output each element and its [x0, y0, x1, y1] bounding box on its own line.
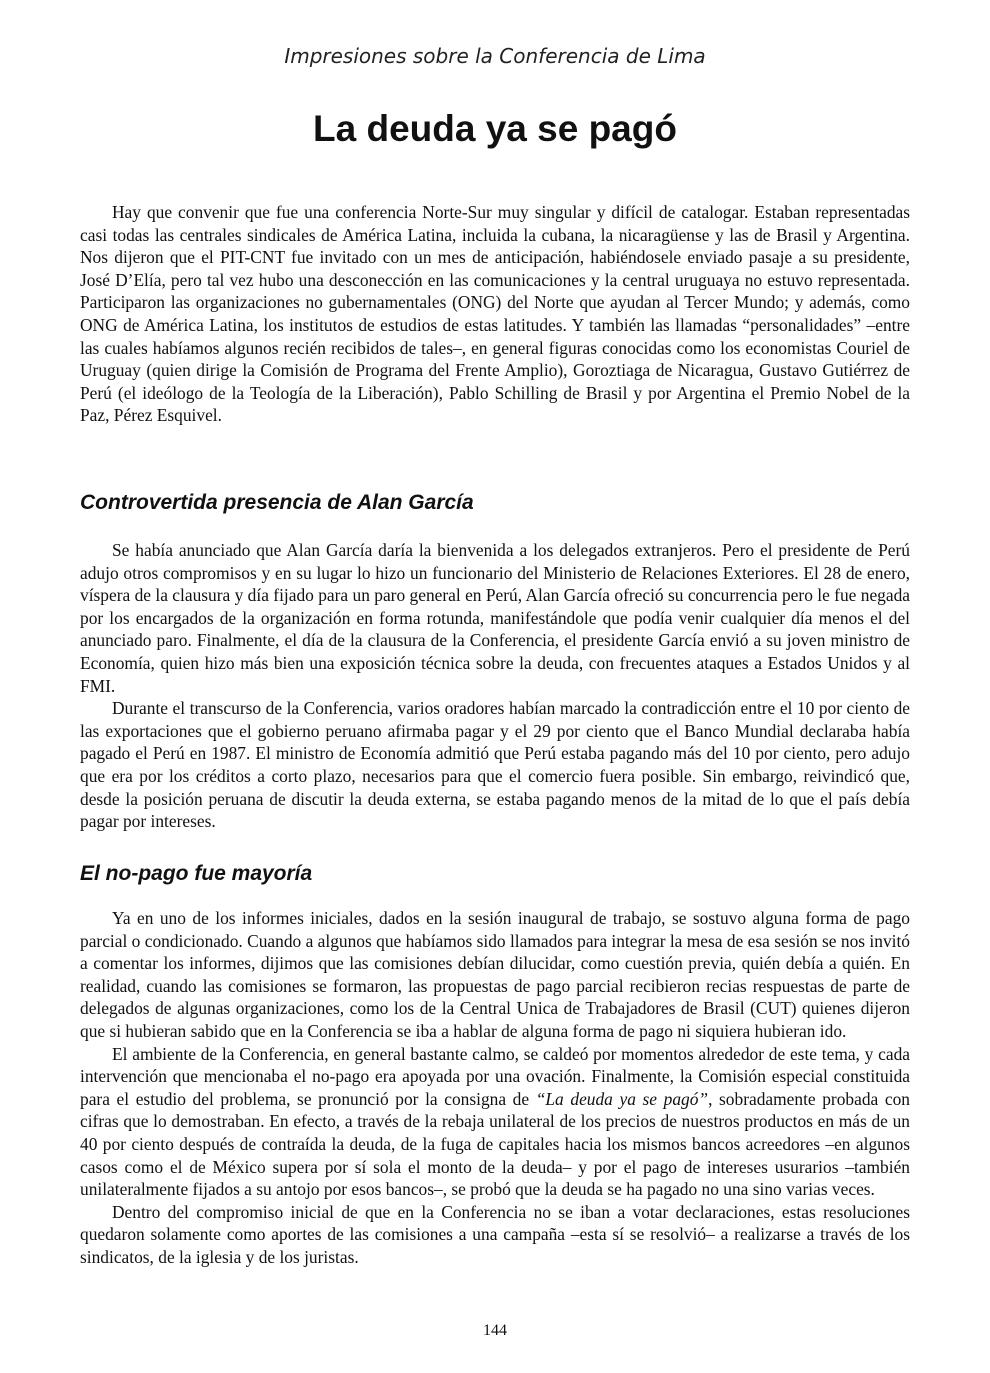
page-number: 144: [483, 1322, 507, 1339]
section-no-pago: [80, 907, 910, 1269]
intro-section: [80, 201, 910, 427]
paragraph: Durante el transcurso de la Conferencia, varios oradores habían marcado la contradicción entre el 10 por ciento de las exportaciones que el gobierno peruano afirmaba pagar y el 29 por ciento que el Banco Mundial declaraba había pagado el Perú en 1987. El ministro de Economía admitió que Perú estaba pagando más del 10 por ciento, pero adujo que era por los créditos a corto plazo, necesarios para que el comercio fuera posible. Sin embargo, reivindicó que, desde la posición peruana de discutir la deuda externa, se estaba pagando menos de la mitad de lo que el país debía pagar por intereses.: [80, 698, 910, 832]
paragraph: [80, 1043, 910, 1201]
running-head: Impresiones sobre la Conferencia de Lima: [284, 44, 706, 68]
paragraph: Se había anunciado que Alan García daría la bienvenida a los delegados extranjeros. Pero el presidente de Perú adujo otros compromisos y en su lugar lo hizo un funcionario del Ministerio de Relaciones Exteriores. El 28 de enero, víspera de la clausura y día fijado para un paro general en Perú, Alan García ofreció su concurrencia pero le fue negada por los encargados de la organización en forma rotunda, manifestándole que podía venir cualquier día menos el del anunciado paro. Finalmente, el día de la clausura de la Conferencia, el presidente García envió a su joven ministro de Economía, quien hizo más bien una exposición técnica sobre la deuda, con frecuentes ataques a Estados Unidos y al FMI.: [80, 540, 910, 696]
paragraph: Dentro del compromiso inicial de que en la Conferencia no se iban a votar declaraciones, estas resoluciones quedaron solamente como aportes de las comisiones a una campaña –esta sí se resolvió– a realizarse a través de los sindicatos, de la iglesia y de los juristas.: [80, 1201, 910, 1267]
section-heading-controvertida: Controvertida presencia de Alan García: [80, 491, 474, 514]
article-title: La deuda ya se pagó: [313, 108, 677, 149]
section-controvertida: [80, 539, 910, 833]
section-heading-no-pago: El no-pago fue mayoría: [80, 862, 313, 885]
slogan-quote: “La deuda ya se pagó”: [535, 1088, 709, 1109]
paragraph-text: El ambiente de la Conferencia, en general bastante calmo, se caldeó por momentos alrededor de este tema, y cada intervención que mencionaba el no-pago era apoyada por una ovación. Finalmente, la Comisión especial constituida para el estudio del problema, se pronunció por la consigna de: [80, 1043, 910, 1109]
intro-paragraph: Hay que convenir que fue una conferencia Norte-Sur muy singular y difícil de catalogar. Estaban representadas casi todas las centrales sindicales de América Latina, incluida la cubana, la nicaragüense y las de Brasil y Argentina. Nos dijeron que el PIT-CNT fue invitado con un mes de anticipación, habiéndosele enviado pasaje a su presidente, José D’Elía, pero tal vez hubo una desconección en las comunicaciones y la central uruguaya no estuvo representada. Participaron las organizaciones no gubernamentales (ONG) del Norte que ayudan al Tercer Mundo; y además, como ONG de América Latina, los institutos de estudios de estas latitudes. Y también las llamadas “personalidades” –entre las cuales habíamos algunos recién recibidos de tales–, en general figuras conocidas como los economistas Couriel de Uruguay (quien dirige la Comisión de Programa del Frente Amplio), Goroztiaga de Nicaragua, Gustavo Gutiérrez de Perú (el ideólogo de la Teología de la Liberación), Pablo Schilling de Brasil y por Argentina el Premio Nobel de la Paz, Pérez Esquivel.: [80, 202, 910, 426]
paragraph: Ya en uno de los informes iniciales, dados en la sesión inaugural de trabajo, se sostuvo alguna forma de pago parcial o condicionado. Cuando a algunos que habíamos sido llamados para integrar la mesa de esa sesión se nos invitó a comentar los informes, dijimos que las comisiones debían dilucidar, como cuestión previa, quién debía a quién. En realidad, cuando las comisiones se formaron, las propuestas de pago parcial recibieron recias respuestas de parte de delegados de algunas organizaciones, como los de la Central Unica de Trabajadores de Brasil (CUT) quienes dijeron que si hubieran sabido que en la Conferencia se iba a hablar de alguna forma de pago ni siquiera hubieran ido.: [80, 908, 910, 1041]
paragraph-text: , sobradamente probada con cifras que lo demostraban. En efecto, a través de la rebaja unilateral de los precios de nuestros productos en más de un 40 por ciento después de contraída la deuda, de la fuga de capitales hacia los mismos bancos acreedores –en algunos casos como el de México supera por sí sola el monto de la deuda– y por el pago de intereses usurarios –también unilateralmente fijados a su antojo por esos bancos–, se probó que la deuda se ha pagado no una sino varias veces.: [80, 1088, 910, 1200]
